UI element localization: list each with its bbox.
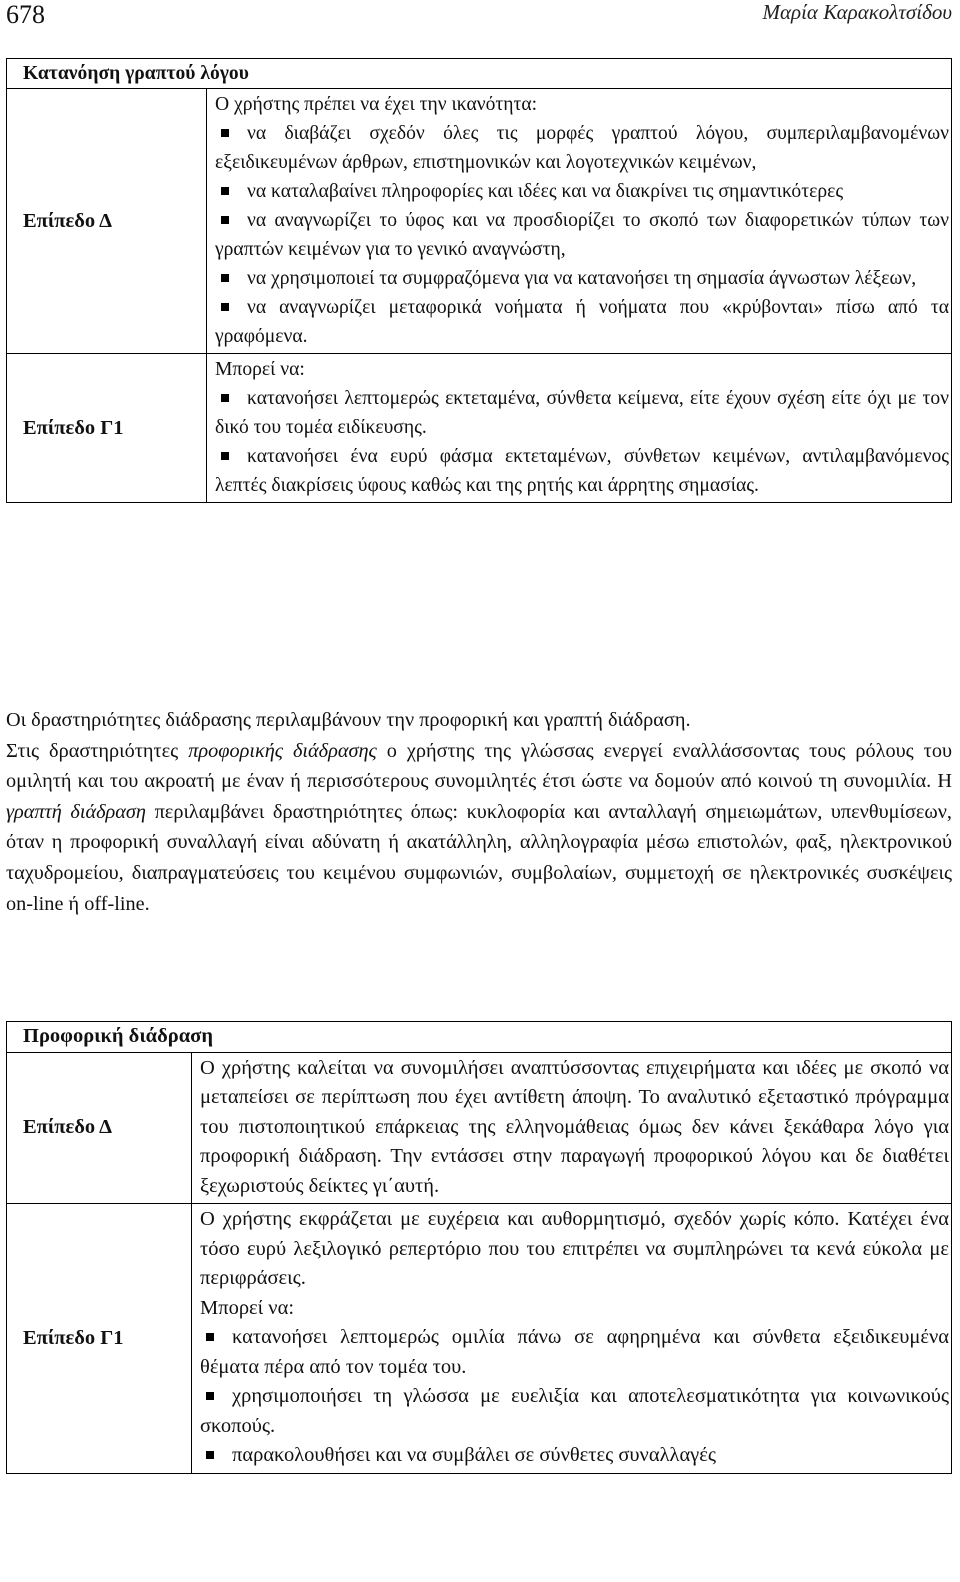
list-item: χρησιμοποιήσει τη γλώσσα με ευελιξία και αποτελεσματικότητα για κοινωνικούς σκοπούς.: [200, 1385, 949, 1437]
description-text: Ο χρήστης εκφράζεται με ευχέρεια και αυθορμητισμό, σχεδόν χωρίς κόπο. Κατέχει ένα τόσο ευρύ λεξιλογικό ρεπερτόριο που του επιτρέπει να συμπληρώνει τα κενά εύκολα με περιφράσεις.: [200, 1208, 949, 1289]
level-label: Επίπεδο Δ: [7, 89, 207, 354]
list-item: να αναγνωρίζει το ύφος και να προσδιορίζει το σκοπό των διαφορετικών τύπων των γραπτών κειμένων για το γενικό αναγνώστη,: [215, 210, 949, 260]
table-row: [7, 1052, 952, 1204]
intro-text: Μπορεί να:: [200, 1296, 295, 1319]
square-bullet-icon: [221, 129, 229, 137]
running-header-author: Μαρία Καρακολτσίδου: [762, 0, 952, 24]
level-description: [192, 1204, 952, 1474]
list-item: παρακολουθήσει και να συμβάλει σε σύνθετες συναλλαγές: [200, 1441, 949, 1471]
square-bullet-icon: [221, 303, 229, 311]
list-item: να αναγνωρίζει μεταφορικά νοήματα ή νοήματα που «κρύβονται» πίσω από τα γραφόμενα.: [215, 297, 949, 347]
page-number: 678: [6, 0, 45, 29]
emphasis: προφορικής διάδρασης: [188, 739, 377, 762]
level-label: Επίπεδο Δ: [7, 1052, 192, 1204]
square-bullet-icon: [221, 216, 229, 224]
list-item: να καταλαβαίνει πληροφορίες και ιδέες και να διακρίνει τις σημαντικότερες: [215, 177, 949, 206]
list-item: κατανοήσει ένα ευρύ φάσμα εκτεταμένων, σύνθετων κειμένων, αντιλαμβανόμενος λεπτές διακρίσεις ύφους καθώς και της ρητής και άρρητης σημασίας.: [215, 446, 949, 496]
table-title: Προφορική διάδραση: [7, 1022, 952, 1053]
table-row: [7, 354, 952, 503]
square-bullet-icon: [221, 394, 229, 402]
table-row: [7, 1204, 952, 1474]
description-text: Ο χρήστης καλείται να συνομιλήσει αναπτύσσοντας επιχειρήματα και ιδέες με σκοπό να μεταπείσει σε περίπτωση που έχει αντίθετη άποψη. Το αναλυτικό εξεταστικό πρόγραμμα του πιστοποιητικού επάρκειας της ελληνομάθειας όμως δεν κάνει ξεκάθαρα λόγο για προφορική διάδραση. Την εντάσσει στην παραγωγή προφορικού λόγου και δε διαθέτει ξεχωριστούς δείκτες γι΄αυτή.: [200, 1056, 949, 1197]
square-bullet-icon: [206, 1392, 214, 1400]
paragraph: Στις δραστηριότητες προφορικής διάδρασης ο χρήστης της γλώσσας ενεργεί εναλλάσσοντας τους ρόλους του ομιλητή και του ακροατή με έναν ή περισσότερους συνομιλητές έτσι ώστε να δομούν από κοινού τη συνομιλία. Η γραπτή διάδραση περιλαμβάνει δραστηριότητες όπως: κυκλοφορία και ανταλλαγή σημειωμάτων, υπενθυμίσεων, όταν η προφορική συναλλαγή είναι αδύνατη ή ακατάλληλη, αλληλογραφία μέσω επιστολών, φαξ, ηλεκτρονικού ταχυδρομείου, διαπραγματεύσεις του κειμένου συμφωνιών, συμβολαίων, συμμετοχή σε ηλεκτρονικές συσκέψεις on-line ή off-line.: [6, 739, 953, 915]
reading-comprehension-table: [6, 58, 952, 503]
level-description: [192, 1052, 952, 1204]
body-text: [6, 705, 952, 919]
table-title: Κατανόηση γραπτού λόγου: [7, 59, 952, 89]
square-bullet-icon: [206, 1451, 214, 1459]
intro-text: Ο χρήστης πρέπει να έχει την ικανότητα:: [215, 94, 538, 115]
square-bullet-icon: [221, 452, 229, 460]
list-item: να διαβάζει σχεδόν όλες τις μορφές γραπτού λόγου, συμπεριλαμβανομένων εξειδικευμένων άρθρων, επιστημονικών και λογοτεχνικών κειμένων,: [215, 123, 949, 173]
square-bullet-icon: [221, 274, 229, 282]
list-item: κατανοήσει λεπτομερώς ομιλία πάνω σε αφηρημένα και σύνθετα εξειδικευμένα θέματα πέρα από τον τομέα του.: [200, 1326, 949, 1378]
emphasis: γραπτή διάδραση: [6, 800, 146, 823]
square-bullet-icon: [221, 187, 229, 195]
oral-interaction-table: [6, 1021, 952, 1474]
square-bullet-icon: [206, 1333, 214, 1341]
paragraph: Οι δραστηριότητες διάδρασης περιλαμβάνουν την προφορική και γραπτή διάδραση.: [6, 709, 691, 731]
level-description: [207, 89, 952, 354]
level-label: Επίπεδο Γ1: [7, 354, 207, 503]
level-description: [207, 354, 952, 503]
list-item: κατανοήσει λεπτομερώς εκτεταμένα, σύνθετα κείμενα, είτε έχουν σχέση είτε όχι με τον δικό του τομέα ειδίκευσης.: [215, 388, 949, 438]
list-item: να χρησιμοποιεί τα συμφραζόμενα για να κατανοήσει τη σημασία άγνωστων λέξεων,: [215, 264, 949, 293]
level-label: Επίπεδο Γ1: [7, 1204, 192, 1474]
table-row: [7, 89, 952, 354]
intro-text: Μπορεί να:: [215, 359, 305, 380]
